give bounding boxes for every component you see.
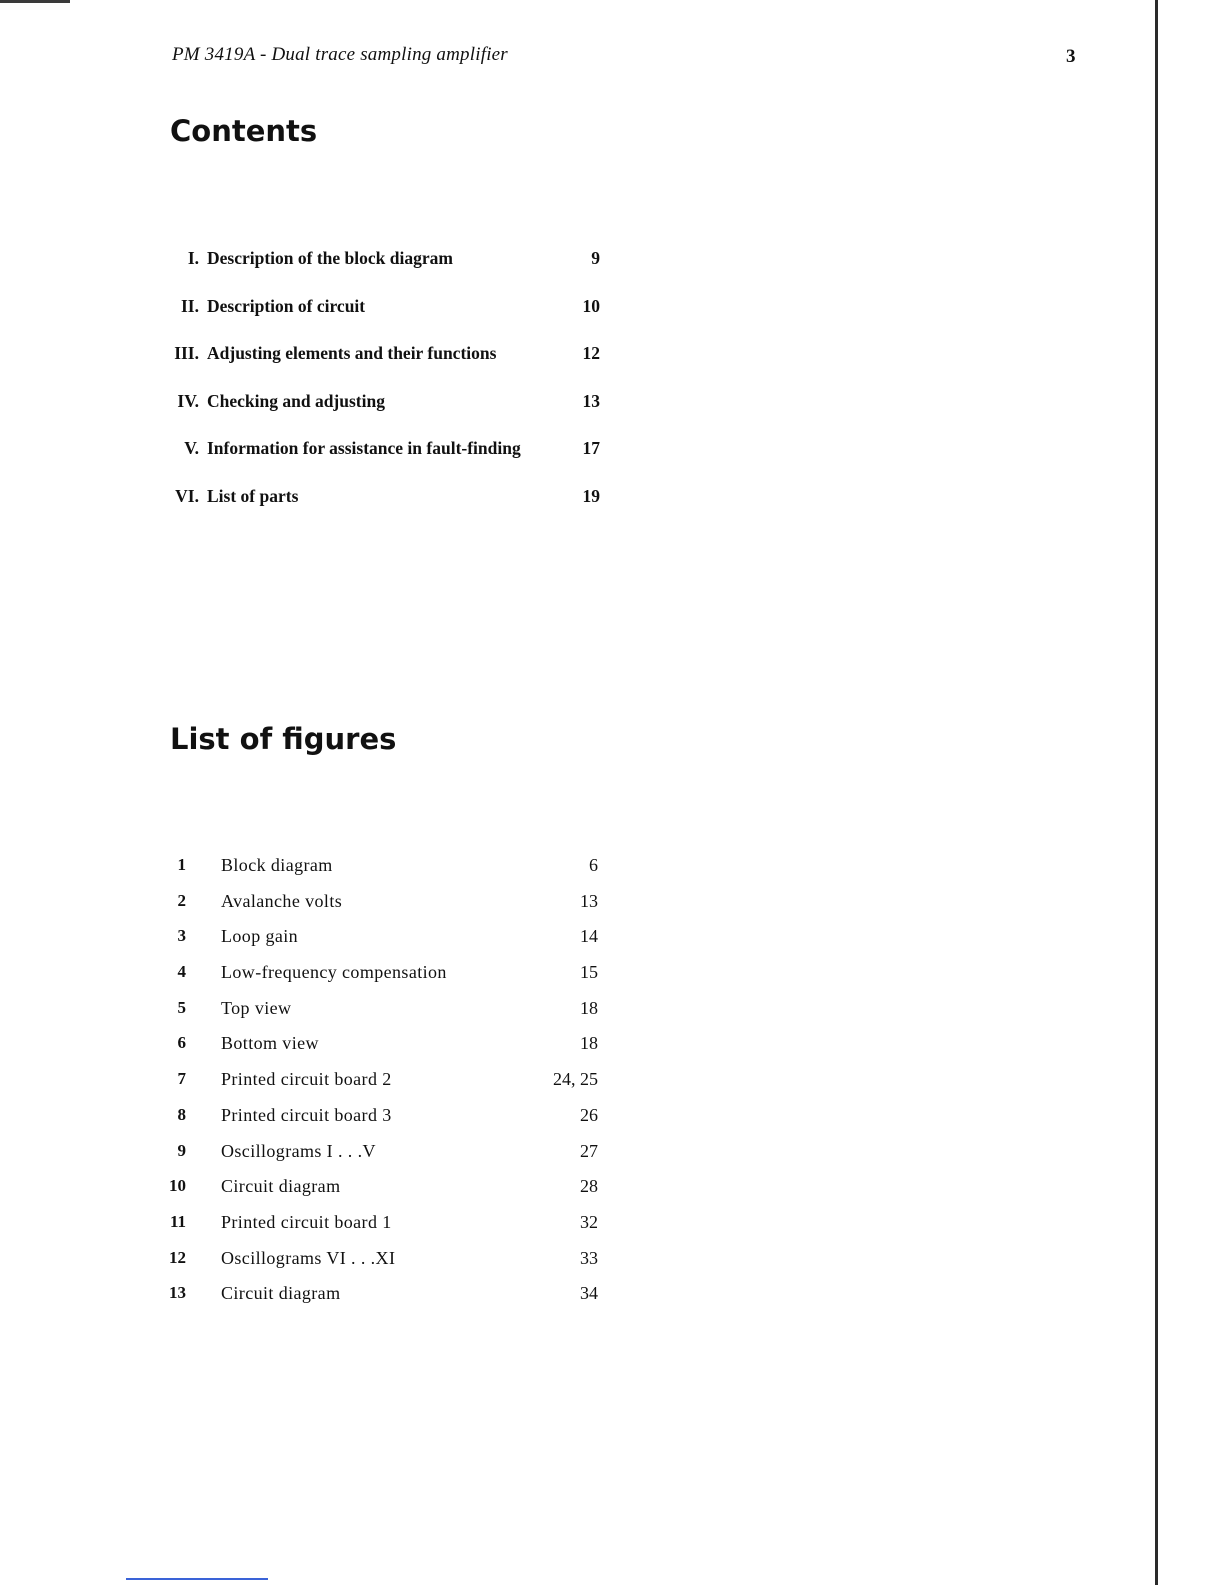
figure-entry-page: 18: [580, 997, 598, 1018]
toc-entry-title: Adjusting elements and their functions: [207, 343, 497, 364]
figures-heading: List of figures: [170, 722, 397, 756]
figure-entry-page: 24, 25: [553, 1069, 598, 1090]
figure-entry-title: Circuit diagram: [221, 1176, 341, 1197]
toc-entry[interactable]: [162, 438, 612, 486]
figure-entry[interactable]: [160, 1069, 610, 1105]
toc-entry[interactable]: [162, 248, 612, 296]
figure-entry[interactable]: [160, 1176, 610, 1212]
figure-entry-number: 13: [169, 1283, 186, 1303]
figure-entry-title: Bottom view: [221, 1033, 319, 1054]
toc-entry-page: 10: [582, 295, 600, 316]
figure-entry-number: 1: [177, 855, 186, 874]
figure-entry-page: 13: [580, 890, 598, 911]
figure-entry-number: 2: [177, 890, 186, 910]
figure-entry-page: 15: [580, 962, 598, 983]
figure-entry[interactable]: [160, 891, 610, 927]
figure-entry-number: 5: [177, 997, 186, 1017]
figure-entry[interactable]: [160, 998, 610, 1034]
running-header: PM 3419A - Dual trace sampling amplifier: [172, 44, 508, 65]
toc-entry-title: Information for assistance in fault-finding: [207, 438, 521, 459]
toc-entry-title: Checking and adjusting: [207, 390, 385, 411]
figure-entry-page: 14: [580, 926, 598, 947]
figure-entry-number: 11: [169, 1211, 186, 1231]
toc-entry-number: III.: [174, 343, 199, 364]
toc-entry-page: 19: [582, 485, 600, 506]
toc-entry-title: List of parts: [207, 485, 299, 506]
figure-entry-page: 34: [580, 1283, 598, 1304]
figure-entry-title: Block diagram: [221, 855, 333, 875]
figure-entry-number: 4: [177, 962, 186, 982]
figure-entry[interactable]: [160, 1212, 610, 1248]
figure-entry[interactable]: [160, 1105, 610, 1141]
toc-entry-number: VI.: [175, 485, 199, 506]
figure-entry-number: 9: [177, 1140, 186, 1160]
figure-entry-number: 10: [169, 1176, 186, 1196]
page-number: 3: [1066, 46, 1076, 67]
figure-entry[interactable]: [160, 926, 610, 962]
figure-entry[interactable]: [160, 962, 610, 998]
figure-entry[interactable]: [160, 1033, 610, 1069]
toc-entry[interactable]: [162, 343, 612, 391]
toc-entry-page: 17: [582, 438, 600, 459]
figure-entry[interactable]: [160, 1283, 610, 1319]
scan-edge-top-left: [0, 0, 70, 3]
figure-entry-title: Printed circuit board 3: [221, 1104, 392, 1125]
figure-entry-page: 26: [580, 1104, 598, 1125]
figure-entry-title: Printed circuit board 2: [221, 1069, 392, 1090]
figure-entry[interactable]: [160, 855, 610, 891]
toc-entry-page: 13: [582, 390, 600, 411]
toc-entry-number: II.: [181, 295, 199, 316]
scan-edge-right: [1155, 0, 1158, 1585]
toc-entry-title: Description of the block diagram: [207, 248, 453, 268]
figures-list: [160, 855, 610, 1319]
figure-entry-title: Loop gain: [221, 926, 299, 947]
figure-entry-title: Top view: [221, 997, 292, 1018]
figure-entry[interactable]: [160, 1248, 610, 1284]
figure-entry-page: 28: [580, 1176, 598, 1197]
contents-list: [162, 248, 612, 534]
figure-entry-number: 12: [169, 1247, 186, 1267]
figure-entry-title: Circuit diagram: [221, 1283, 341, 1304]
toc-entry[interactable]: [162, 296, 612, 344]
toc-entry-number: V.: [184, 438, 199, 459]
toc-entry-title: Description of circuit: [207, 295, 366, 316]
toc-entry-page: 9: [591, 248, 600, 268]
figure-entry-title: Printed circuit board 1: [221, 1211, 392, 1232]
figure-entry-title: Low-frequency compensation: [221, 962, 447, 983]
toc-entry[interactable]: [162, 391, 612, 439]
figure-entry-number: 3: [177, 926, 186, 946]
figure-entry-number: 7: [177, 1069, 186, 1089]
scan-edge-bottom-left: [126, 1578, 268, 1580]
figure-entry[interactable]: [160, 1141, 610, 1177]
figure-entry-page: 6: [589, 855, 598, 875]
figure-entry-title: Oscillograms I . . .V: [221, 1140, 376, 1161]
figure-entry-title: Avalanche volts: [221, 890, 343, 911]
toc-entry-number: I.: [187, 248, 199, 268]
figure-entry-page: 18: [580, 1033, 598, 1054]
figure-entry-title: Oscillograms VI . . .XI: [221, 1247, 396, 1268]
toc-entry[interactable]: [162, 486, 612, 534]
toc-entry-number: IV.: [177, 390, 199, 411]
contents-heading: Contents: [170, 114, 318, 148]
figure-entry-page: 27: [580, 1140, 598, 1161]
toc-entry-page: 12: [582, 343, 600, 364]
figure-entry-number: 6: [177, 1033, 186, 1053]
figure-entry-page: 33: [580, 1247, 598, 1268]
figure-entry-page: 32: [580, 1211, 598, 1232]
figure-entry-number: 8: [177, 1104, 186, 1124]
